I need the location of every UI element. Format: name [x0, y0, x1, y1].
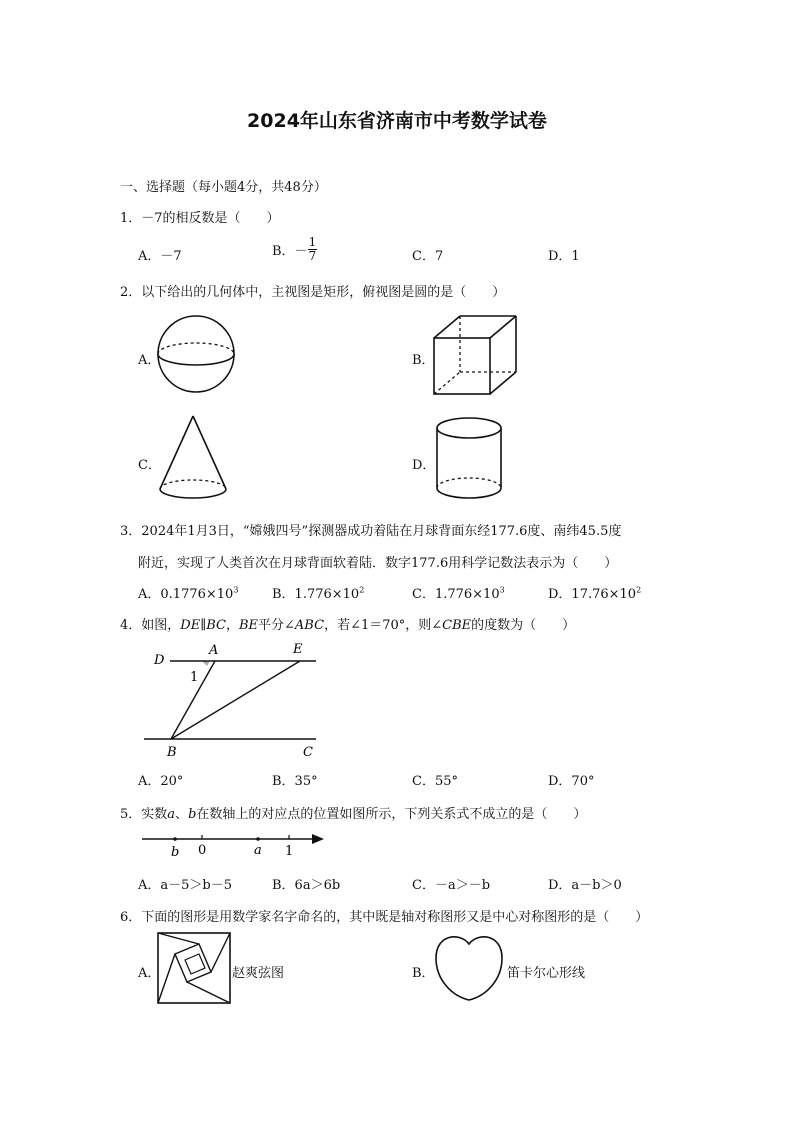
q4-stem-mid: 平分∠	[258, 618, 295, 633]
label-c: C	[303, 745, 313, 760]
section-heading: 一、选择题（每小题4分，共48分）	[120, 180, 327, 195]
q6-option-a: A．	[138, 966, 161, 981]
q3-option-b	[272, 583, 364, 602]
question-1-stem: 1．－7的相反数是（ ）	[120, 211, 280, 226]
q2-option-a: A．	[138, 353, 161, 368]
point-a	[256, 837, 260, 841]
label-d: D	[154, 653, 165, 668]
arrow-icon	[312, 834, 324, 844]
q4-stem-num: 4．如图，	[120, 618, 181, 633]
q5-option-d: D．a－b＞0	[548, 878, 622, 893]
q5-stem-b: 在数轴上的对应点的位置如图所示，下列关系式不成立的是（ ）	[196, 807, 587, 822]
parallel-lines-figure	[140, 638, 330, 764]
q3-option-d-text: D．17.76×10	[548, 587, 637, 602]
q3-option-a-text: A．0.1776×10	[138, 587, 234, 602]
q4-option-b: B．35°	[272, 774, 318, 789]
q2-option-c: C．	[138, 458, 161, 473]
q3-option-b-exponent: 2	[359, 585, 365, 595]
q4-stem-end: 的度数为（ ）	[471, 618, 576, 633]
q3-option-c-text: C．1.776×10	[412, 587, 500, 602]
question-4-stem	[120, 614, 575, 633]
angle-1-marker	[202, 661, 209, 666]
number-line-figure	[140, 828, 330, 862]
q1-option-c: C．7	[412, 249, 444, 264]
q5-option-c: C．－a＞－b	[412, 878, 491, 893]
q4-cbe: CBE	[442, 618, 472, 633]
label-a: a	[254, 843, 262, 858]
q5-var-b: b	[188, 807, 197, 822]
q5-option-a: A．a－5＞b－5	[138, 878, 233, 893]
question-3-stem-line2: 附近，实现了人类首次在月球背面软着陆．数字177.6用科学记数法表示为（ ）	[138, 556, 618, 571]
q1-option-b-prefix: B．－	[272, 244, 308, 259]
question-3-stem-line1: 3．2024年1月3日，“嫦娥四号”探测器成功着陆在月球背面东经177.6度、南纬45.5度	[120, 524, 622, 539]
fraction-numerator: 1	[308, 235, 317, 249]
question-5-stem	[120, 803, 586, 822]
label-e: E	[293, 642, 303, 657]
q4-option-a: A．20°	[138, 774, 184, 789]
q1-option-a: A．－7	[138, 249, 182, 264]
q3-option-c-exponent: 3	[499, 585, 505, 595]
cube-figure	[430, 312, 522, 398]
q3-option-a	[138, 583, 238, 602]
q5-option-b: B．6a＞6b	[272, 878, 341, 893]
page-title: 2024年山东省济南市中考数学试卷	[247, 110, 547, 132]
q4-sep: ，	[225, 618, 239, 633]
label-1: 1	[190, 670, 199, 685]
q6-option-b: B．	[412, 966, 435, 981]
q4-option-d: D．70°	[548, 774, 595, 789]
q4-option-c: C．55°	[412, 774, 458, 789]
q2-option-b: B．	[412, 353, 435, 368]
label-one: 1	[285, 844, 294, 859]
q6-option-a-name: 赵爽弦图	[232, 966, 285, 981]
label-b: b	[171, 845, 180, 860]
q1-option-b	[272, 236, 317, 263]
q4-de-bc: DE∥BC	[180, 618, 226, 633]
label-a: A	[209, 643, 219, 658]
q5-var-a: a	[167, 807, 176, 822]
q5-stem-a: 5．实数	[120, 807, 168, 822]
cone-figure	[156, 412, 230, 502]
q1-option-d: D．1	[548, 249, 580, 264]
q6-option-b-name: 笛卡尔心形线	[507, 966, 586, 981]
q3-option-d-exponent: 2	[636, 585, 642, 595]
q3-option-b-text: B．1.776×10	[272, 587, 360, 602]
label-zero: 0	[198, 843, 207, 858]
cardioid-figure	[432, 930, 506, 1004]
q2-option-d: D．	[412, 458, 436, 473]
sphere-figure	[155, 312, 239, 398]
fraction-denominator: 7	[308, 249, 317, 263]
fraction	[308, 236, 318, 263]
label-b: B	[167, 745, 177, 760]
q4-be: BE	[238, 618, 259, 633]
question-2-stem: 2．以下给出的几何体中，主视图是矩形，俯视图是圆的是（ ）	[120, 285, 506, 300]
cylinder-figure	[433, 414, 505, 504]
q3-option-d	[548, 583, 641, 602]
point-b	[173, 837, 177, 841]
q4-stem-mid2: ，若∠1＝70°，则∠	[324, 618, 443, 633]
q3-option-a-exponent: 3	[233, 585, 239, 595]
q4-abc: ABC	[294, 618, 325, 633]
q3-option-c	[412, 583, 505, 602]
question-6-stem: 6．下面的图形是用数学家名字命名的，其中既是轴对称图形又是中心对称图形的是（ ）	[120, 910, 649, 925]
q5-sep: 、	[175, 807, 189, 822]
zhao-shuang-chord-diagram	[155, 930, 233, 1006]
